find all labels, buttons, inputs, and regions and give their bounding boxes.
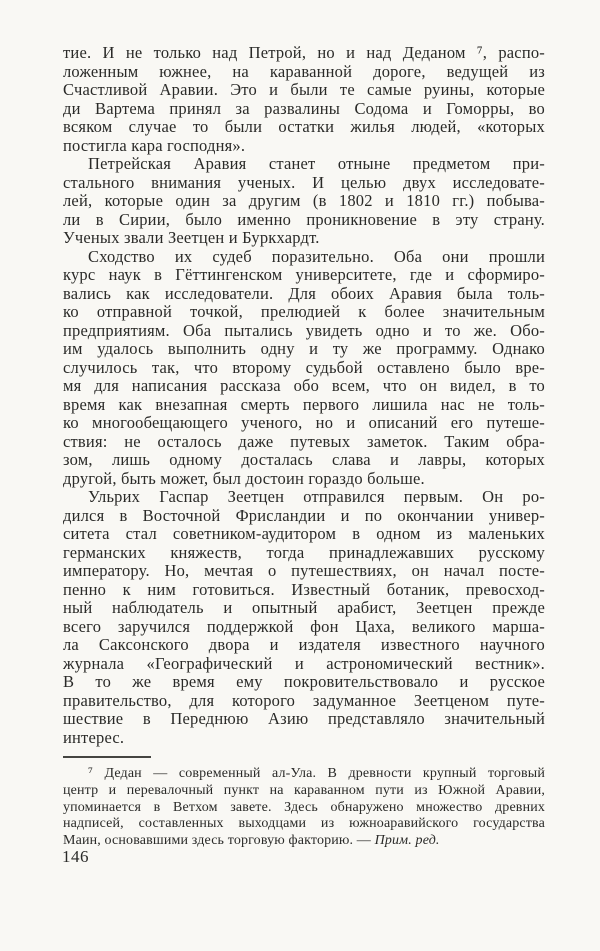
text-line: Ученых звали Зеетцен и Буркхардт. — [63, 228, 320, 247]
text-line: вались как исследователи. Для обоих Аравия была толь- — [63, 283, 545, 303]
text-line: ный наблюдатель и опытный арабист, Зеетцен прежде — [63, 598, 545, 617]
text-line: императору. Но, мечтая о путешествиях, он начал посте- — [63, 561, 545, 580]
text-line: Петрейская Аравия станет отныне предметом при- — [88, 154, 545, 173]
text-line: стального внимания ученых. И целью двух исследовате- — [63, 172, 545, 192]
text-line: всего заручился поддержкой фон Цаха, великого марша- — [63, 616, 545, 636]
footnote — [63, 766, 545, 850]
text-line: тие. И не только над Петрой, но и над Деданом ⁷, распо- — [63, 43, 545, 62]
main-text — [63, 44, 545, 747]
footnote-line: центр и перевалочный пункт на караванном пути из Южной Аравии, — [63, 782, 545, 798]
text-line: журнала «Географический и астрономический вестник». — [63, 653, 545, 673]
paragraph — [63, 248, 545, 489]
text-line: время как внезапная смерть первого лишила нас не толь- — [63, 394, 545, 414]
text-line: В то же время ему покровительствовало и русское — [63, 672, 545, 691]
footnote-line: надписей, составленных выходцами из южноаравийского государства — [63, 816, 545, 832]
text-line: другой, быть может, был достоин гораздо больше. — [63, 468, 425, 488]
text-line: им удалось выполнить одну и ту же программу. Однако — [63, 339, 545, 358]
text-line: всяком случае то были остатки жилья людей, «которых — [63, 117, 545, 136]
text-line: случилось так, что второму судьбой оставлено было вре- — [63, 357, 545, 377]
text-line: мя для написания рассказа обо всем, что он видел, в то — [63, 376, 545, 395]
text-line: германских княжеств, тогда принадлежавших русскому — [63, 542, 545, 562]
text-line: ложенным южнее, на караванной дороге, ведущей из — [63, 61, 545, 81]
footnote-line: упоминается в Ветхом завете. Здесь обнаружено множество древних — [63, 799, 545, 815]
text-line: ди Вартема принял за развалины Содома и Гоморры, во — [63, 98, 545, 118]
text-line: курс наук в Гёттингенском университете, где и сформиро- — [63, 265, 545, 284]
text-line: правительство, для которого задуманное Зеетценом путе- — [63, 690, 545, 710]
text-line: ко отправной точкой, прелюдией к более значительным — [63, 302, 545, 321]
text-line: дился в Восточной Фрисландии и по окончании универ- — [63, 505, 545, 525]
text-line: зом, лишь одному досталась слава и лавры, которых — [63, 450, 545, 469]
paragraph — [63, 155, 545, 248]
paragraph — [63, 488, 545, 747]
text-line: постигла кара господня». — [63, 135, 246, 155]
editor-note: Прим. ред. — [374, 833, 440, 849]
paragraph — [63, 44, 545, 155]
text-line: ла Саксонского двора и издателя известного научного — [63, 635, 545, 654]
text-line: пенно к ним готовиться. Известный ботаник, превосход- — [63, 579, 545, 599]
text-line: лей, которые один за другим (в 1802 и 1810 гг.) побыва- — [63, 191, 545, 210]
text-line: ситета стал советником-аудитором в одном из маленьких — [63, 524, 545, 543]
footnote-separator — [63, 756, 151, 758]
text-line: ствия: не осталось даже путевых заметок. Таким обра- — [63, 431, 545, 451]
text-line: шествие в Переднюю Азию представляло значительный — [63, 709, 545, 728]
text-line: интерес. — [63, 727, 125, 747]
page-number: 146 — [62, 847, 89, 866]
text-line: Счастливой Аравии. Это и были те самые руины, которые — [63, 80, 545, 99]
text-line: ли в Сирии, было именно проникновение в эту страну. — [63, 209, 545, 229]
footnote-line: Маин, основавшими здесь торговую факторию. — Прим. ред. — [63, 833, 440, 849]
text-line: Сходство их судеб поразительно. Оба они прошли — [88, 246, 545, 266]
footnote-line: ⁷ Дедан — современный ал-Ула. В древности крупный торговый — [88, 766, 545, 781]
text-line: предприятиям. Оба пытались увидеть одно и то же. Обо- — [63, 320, 545, 340]
text-line: ко многообещающего ученого, но и описаний его путеше- — [63, 413, 545, 432]
text-line: Ульрих Гаспар Зеетцен отправился первым. Он ро- — [88, 487, 545, 506]
